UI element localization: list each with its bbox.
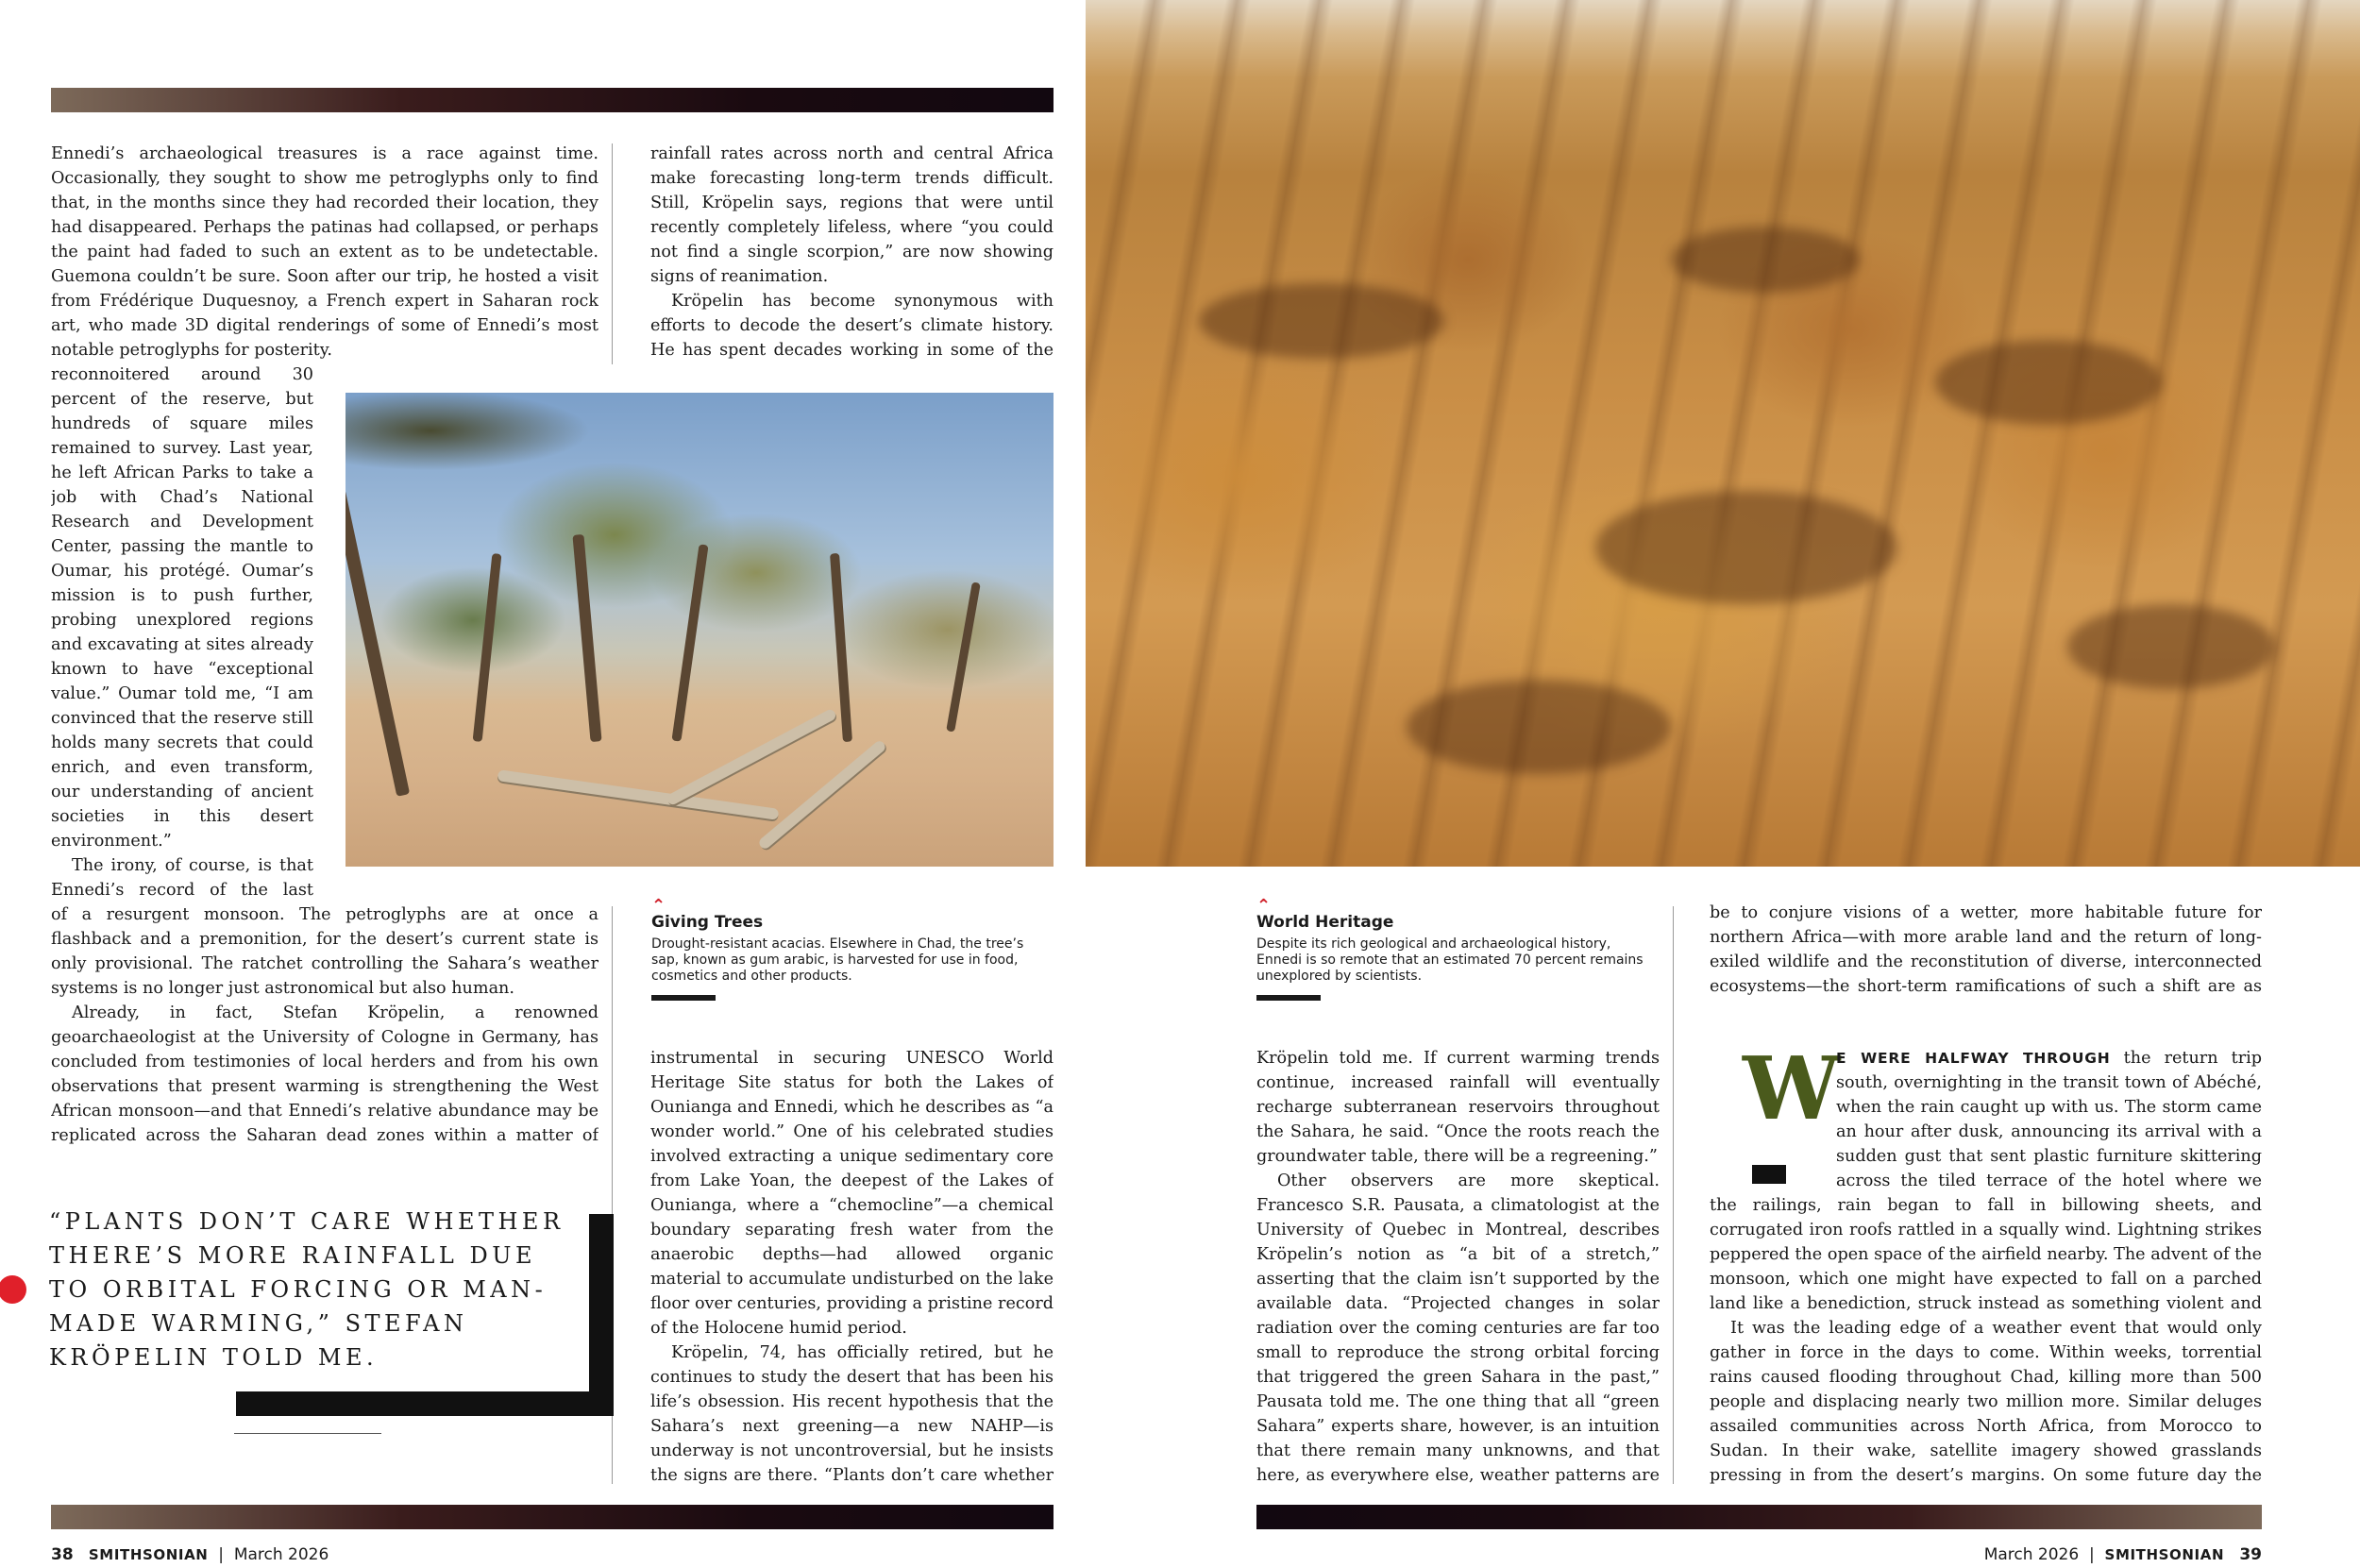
fallen-branch <box>666 708 837 806</box>
photo-ennedi-canyons <box>1086 0 2360 867</box>
column-3 <box>1256 1046 1660 1490</box>
fallen-branch <box>497 769 780 820</box>
paragraph <box>1836 1046 2262 1193</box>
tree-trunk <box>671 544 708 741</box>
paragraph-start: the return trip south, overnighting in the transit town of Abéché, when the rain caught up with us. The storm came an hour after dusk, announcing its arrival with a sudden gust that sent plastic furniture skittering across the tiled terrace of the hotel where we <box>1836 1049 2262 1190</box>
rock-shadow <box>1595 491 1897 604</box>
caption-title: Giving Trees <box>651 913 764 932</box>
bottom-bar-right <box>1256 1505 2262 1529</box>
rock-shadow <box>1407 680 1671 774</box>
caption-marker-icon: ⌃ <box>651 896 666 916</box>
paragraph: rainfall rates across north and central Africa make forecasting long-term trends difficult. Still, Kröpelin says, regions that were until recently completely lifeless, where “you could not find a single scorpion,” are now showing signs of reanimation. <box>650 144 1054 286</box>
paragraph: Kröpelin told me. If current warming trends continue, increased rainfall will eventually recharge subterranean reservoirs throughout the Sahara, he said. “Once the roots reach the groundwater table, there will be a regreening.” <box>1256 1049 1660 1166</box>
tree-trunk <box>346 489 410 797</box>
red-dot-marker <box>0 1275 26 1304</box>
caption-rule <box>1256 995 1321 1001</box>
rock-shadow <box>2067 604 2275 689</box>
paragraph: Kröpelin, 74, has officially retired, but he continues to study the desert that has been his life’s obsession. His recent hypothesis that the Sahara’s next greening—a new NAHP—is underway is not uncontroversial, but he insists the signs are there. “Plants don’t care whether <box>650 1343 1054 1485</box>
rock-shadow <box>1671 227 1860 293</box>
caption-title: World Heritage <box>1256 913 1394 932</box>
column-2-bottom <box>650 1046 1054 1490</box>
paragraph: Other observers are more skeptical. Francesco S.R. Pausata, a climatologist at the University of Quebec in Montreal, describes Kröpelin’s notion as “a bit of a stretch,” asserting that the claim isn’t supported by the available data. “Projected changes in solar radiation over the coming centuries are far too small to reproduce the strong orbital forcing that triggered the green Sahara in the past,” Pausata told me. The one thing that all “green Sahara” experts share, however, is an intuition that there remain many unknowns, and that here, as everywhere else, weather patterns are <box>1256 1172 1660 1485</box>
folio-left <box>51 1545 329 1564</box>
issue-date: March 2026 <box>233 1545 329 1564</box>
page-number: 39 <box>2239 1545 2262 1564</box>
issue-date: March 2026 <box>1983 1545 2080 1564</box>
paragraph: The irony, of course, is that Ennedi’s record of the last <box>51 856 313 900</box>
column-rule <box>612 143 613 364</box>
column-1-narrow <box>51 362 313 904</box>
lead-in: E WERE HALFWAY THROUGH <box>1836 1050 2111 1067</box>
folio-right <box>1984 1545 2262 1564</box>
column-4-para1 <box>1710 1193 2262 1316</box>
top-bar-left <box>51 88 1054 112</box>
paragraph: reconnoitered around 30 percent of the reserve, but hundreds of square miles remained to survey. Last year, he left African Parks to take a job with Chad’s National Research and Development Center, passing the mantle to Oumar, his protégé. Oumar’s mission is to push further, probing unexplored regions and excavating at sites already known to have “exceptional value.” Oumar told me, “I am convinced that the reserve still holds many secrets that could enrich, and even transform, our understanding of ancient societies in this desert environment.” <box>51 365 313 851</box>
rock-shadow <box>1199 283 1444 359</box>
paragraph: be to conjure visions of a wetter, more habitable future for northern Africa—with more arable land and the return of long-exiled wildlife and the reconstitution of diverse, interconnected ecosystems—the short-term ramifications of such a shift are as <box>1710 903 2262 996</box>
tree-trunk <box>473 553 502 742</box>
paragraph: Ennedi’s archaeological treasures is a race against time. Occasionally, they sought to show me petroglyphs only to find that, in the months since they had recorded their location, they had disappeared. Perhaps the patinas had collapsed, or perhaps the paint had faded to such an extent as to be undetectable. Guemona couldn’t be sure. Soon after our trip, he hosted a visit from Frédérique Duquesnoy, a French expert in Saharan rock art, who made 3D digital renderings of some of Ennedi’s most notable petroglyphs for posterity. <box>51 144 598 360</box>
pull-quote: “PLANTS DON’T CARE WHETHER THERE’S MORE RAINFALL DUE TO ORBITAL FORCING OR MAN-MADE WARMING,” STEFAN KRÖPELIN TOLD ME. <box>49 1208 565 1371</box>
tree-trunk <box>572 534 601 742</box>
magazine-name: SMITHSONIAN <box>2104 1546 2225 1563</box>
column-4-para1-indent <box>1836 1046 2262 1193</box>
paragraph: instrumental in securing UNESCO World Heritage Site status for both the Lakes of Ounianga and Ennedi, which he describes as “a wonder world.” One of his celebrated studies involved extracting a unique sedimentary core from Lake Yoan, the deepest of the Lakes of Ounianga, where a “chemocline”—a chemical boundary separating fresh water from the anaerobic depths—had allowed organic material to accumulate undisturbed on the lake floor over centuries, providing a pristine record of the Holocene humid period. <box>650 1049 1054 1338</box>
fallen-branch <box>757 739 887 851</box>
caption-body: Despite its rich geological and archaeological history, Ennedi is so remote that an estimated 70 percent remains unexplored by scientists. <box>1256 936 1644 984</box>
pull-quote-underline <box>234 1433 381 1434</box>
column-4-para2 <box>1710 1316 2262 1490</box>
folio-separator: | <box>218 1545 224 1564</box>
column-4-top <box>1710 901 2262 999</box>
caption-body: Drought-resistant acacias. Elsewhere in Chad, the tree’s sap, known as gum arabic, is harvested for use in food, cosmetics and other products. <box>651 936 1024 984</box>
column-2-top <box>650 142 1054 362</box>
bottom-bar-left <box>51 1505 1054 1529</box>
paragraph-rest: the railings, rain began to fall in billowing sheets, and corrugated iron roofs rattled in a squally wind. Lightning strikes peppered the open space of the airfield nearby. The advent of the monsoon, which one might have expected to fall on a parched land like a benediction, struck instead as something violent and <box>1710 1196 2262 1313</box>
paragraph: It was the leading edge of a weather event that would only gather in force in the days to come. Within weeks, torrential rains caused flooding throughout Chad, killing more than 500 people and displacing nearly two million more. Similar deluges assailed communities across North Africa, from Morocco to Sudan. In their wake, satellite imagery showed grasslands pressing in from the desert’s margins. On some future day the <box>1710 1319 2262 1485</box>
caption-marker-icon: ⌃ <box>1256 896 1272 916</box>
paragraph: Already, in fact, Stefan Kröpelin, a renowned geoarchaeologist at the University of Cologne in Germany, has concluded from testimonies of local herders and from his own observations that present warming is strengthening the West African monsoon—and that Ennedi’s relative abundance may be replicated across the Saharan dead zones within a matter of <box>51 1003 598 1145</box>
pull-quote-frame <box>589 1214 614 1416</box>
rock-shadow <box>1935 340 2162 425</box>
magazine-name: SMITHSONIAN <box>88 1546 209 1563</box>
pull-quote-frame <box>236 1391 614 1416</box>
drop-cap: W <box>1743 1037 1841 1139</box>
photo-acacia-trees <box>346 393 1054 867</box>
tree-trunk <box>946 582 981 732</box>
column-1-bottom <box>51 902 598 1148</box>
column-rule <box>1673 906 1674 1484</box>
page-number: 38 <box>51 1545 74 1564</box>
drop-cap-bar <box>1752 1165 1786 1184</box>
column-1-top <box>51 142 598 362</box>
paragraph: of a resurgent monsoon. The petroglyphs are at once a flashback and a premonition, for the desert’s current state is only provisional. The ratchet controlling the Sahara’s weather systems is no longer just astronomical but also human. <box>51 905 598 998</box>
paragraph: Kröpelin has become synonymous with efforts to decode the desert’s climate history. He has spent decades working in some of the <box>650 292 1054 360</box>
folio-separator: | <box>2089 1545 2095 1564</box>
caption-rule <box>651 995 716 1001</box>
